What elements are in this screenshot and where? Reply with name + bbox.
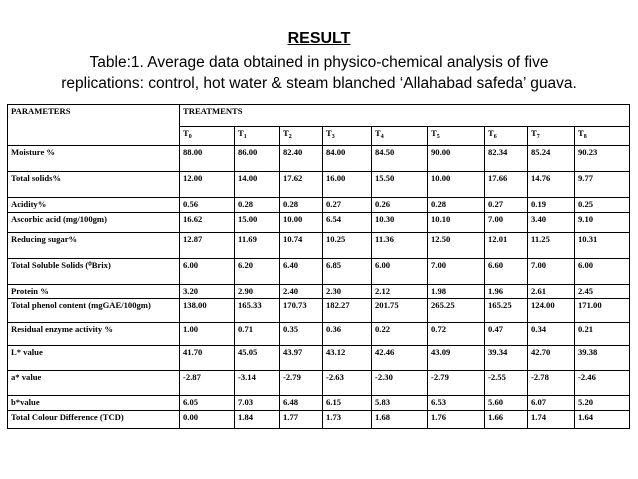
table-caption (0, 52, 638, 94)
value-cell: 7.00 (485, 213, 528, 233)
value-cell: 6.60 (485, 259, 528, 285)
value-cell: 6.54 (323, 213, 372, 233)
value-cell: 85.24 (528, 146, 575, 172)
value-cell: 5.20 (575, 396, 630, 411)
value-cell: 0.72 (428, 323, 485, 346)
table-row (8, 213, 630, 233)
value-cell: 11.69 (235, 233, 280, 259)
value-cell: 14.76 (528, 172, 575, 198)
value-cell: 6.07 (528, 396, 575, 411)
treatment-code: $T_2$ (280, 127, 323, 146)
value-cell: -3.14 (235, 371, 280, 396)
value-cell: 1.84 (235, 411, 280, 429)
parameter-label: Moisture % (8, 146, 180, 172)
value-cell: 9.10 (575, 213, 630, 233)
value-cell: 43.97 (280, 346, 323, 371)
value-cell: 1.77 (280, 411, 323, 429)
parameter-label: Acidity% (8, 198, 180, 213)
value-cell: 265.25 (428, 299, 485, 323)
value-cell: 6.00 (575, 259, 630, 285)
value-cell: 11.36 (372, 233, 428, 259)
value-cell: 10.00 (428, 172, 485, 198)
value-cell: 0.22 (372, 323, 428, 346)
value-cell: 171.00 (575, 299, 630, 323)
treatment-code: $T_7$ (528, 127, 575, 146)
value-cell: 3.40 (528, 213, 575, 233)
value-cell: 5.83 (372, 396, 428, 411)
header-treatments: TREATMENTS (180, 105, 630, 127)
value-cell: 6.05 (180, 396, 235, 411)
value-cell: 1.74 (528, 411, 575, 429)
value-cell: 0.19 (528, 198, 575, 213)
value-cell: 0.27 (323, 198, 372, 213)
value-cell: 10.74 (280, 233, 323, 259)
value-cell: 0.28 (280, 198, 323, 213)
value-cell: 170.73 (280, 299, 323, 323)
value-cell: 0.28 (428, 198, 485, 213)
treatment-code: $T_1$ (235, 127, 280, 146)
value-cell: 42.46 (372, 346, 428, 371)
parameter-label: a* value (8, 371, 180, 396)
value-cell: 6.00 (372, 259, 428, 285)
value-cell: 1.66 (485, 411, 528, 429)
parameter-label: Residual enzyme activity % (8, 323, 180, 346)
value-cell: -2.79 (428, 371, 485, 396)
value-cell: 165.25 (485, 299, 528, 323)
value-cell: 1.73 (323, 411, 372, 429)
table-row (8, 371, 630, 396)
value-cell: 0.25 (575, 198, 630, 213)
parameter-label: Total solids% (8, 172, 180, 198)
results-table (7, 104, 630, 429)
value-cell: 90.23 (575, 146, 630, 172)
value-cell: 6.20 (235, 259, 280, 285)
value-cell: 17.66 (485, 172, 528, 198)
value-cell: 2.12 (372, 285, 428, 299)
value-cell: 6.00 (180, 259, 235, 285)
value-cell: 39.34 (485, 346, 528, 371)
value-cell: 182.27 (323, 299, 372, 323)
value-cell: 6.15 (323, 396, 372, 411)
table-row (8, 259, 630, 285)
value-cell: 16.62 (180, 213, 235, 233)
value-cell: 14.00 (235, 172, 280, 198)
table-row (8, 299, 630, 323)
value-cell: 10.00 (280, 213, 323, 233)
value-cell: 0.71 (235, 323, 280, 346)
header-parameters: PARAMETERS (8, 105, 180, 146)
parameter-label: Reducing sugar% (8, 233, 180, 259)
value-cell: -2.63 (323, 371, 372, 396)
page-heading: RESULT (287, 30, 351, 47)
parameter-label: Ascorbic acid (mg/100gm) (8, 213, 180, 233)
value-cell: 0.21 (575, 323, 630, 346)
caption-line-2: replications: control, hot water & steam blanched ‘Allahabad safeda’ guava. (61, 75, 577, 92)
value-cell: 1.98 (428, 285, 485, 299)
value-cell: 43.09 (428, 346, 485, 371)
table-row (8, 146, 630, 172)
value-cell: 12.01 (485, 233, 528, 259)
value-cell: 82.34 (485, 146, 528, 172)
treatment-code: $T_0$ (180, 127, 235, 146)
table-row (8, 346, 630, 371)
value-cell: 88.00 (180, 146, 235, 172)
value-cell: 2.61 (528, 285, 575, 299)
value-cell: 1.64 (575, 411, 630, 429)
parameter-label: Total phenol content (mgGAE/100gm) (8, 299, 180, 323)
value-cell: 15.50 (372, 172, 428, 198)
table-row (8, 285, 630, 299)
value-cell: 0.47 (485, 323, 528, 346)
value-cell: 1.76 (428, 411, 485, 429)
value-cell: 6.85 (323, 259, 372, 285)
treatment-code: $T_3$ (323, 127, 372, 146)
value-cell: 0.00 (180, 411, 235, 429)
value-cell: 7.00 (528, 259, 575, 285)
value-cell: 82.40 (280, 146, 323, 172)
value-cell: -2.30 (372, 371, 428, 396)
value-cell: 124.00 (528, 299, 575, 323)
value-cell: 2.40 (280, 285, 323, 299)
value-cell: 0.26 (372, 198, 428, 213)
table-row (8, 323, 630, 346)
value-cell: -2.55 (485, 371, 528, 396)
value-cell: 2.30 (323, 285, 372, 299)
value-cell: 39.38 (575, 346, 630, 371)
value-cell: 10.30 (372, 213, 428, 233)
value-cell: 12.00 (180, 172, 235, 198)
value-cell: 11.25 (528, 233, 575, 259)
value-cell: 42.70 (528, 346, 575, 371)
value-cell: 0.34 (528, 323, 575, 346)
value-cell: 16.00 (323, 172, 372, 198)
parameter-label: Total Soluble Solids (⁰Brix) (8, 259, 180, 285)
value-cell: 0.35 (280, 323, 323, 346)
value-cell: 41.70 (180, 346, 235, 371)
value-cell: 7.03 (235, 396, 280, 411)
value-cell: 2.45 (575, 285, 630, 299)
value-cell: 84.00 (323, 146, 372, 172)
header-row (8, 105, 630, 127)
treatment-code: $T_8$ (575, 127, 630, 146)
table-row (8, 396, 630, 411)
value-cell: 12.87 (180, 233, 235, 259)
treatment-code: $T_5$ (428, 127, 485, 146)
value-cell: 201.75 (372, 299, 428, 323)
value-cell: 86.00 (235, 146, 280, 172)
value-cell: -2.87 (180, 371, 235, 396)
value-cell: 1.68 (372, 411, 428, 429)
value-cell: 6.53 (428, 396, 485, 411)
value-cell: 0.36 (323, 323, 372, 346)
value-cell: 90.00 (428, 146, 485, 172)
parameter-label: Protein % (8, 285, 180, 299)
value-cell: 43.12 (323, 346, 372, 371)
value-cell: 165.33 (235, 299, 280, 323)
value-cell: 0.28 (235, 198, 280, 213)
value-cell: 0.56 (180, 198, 235, 213)
table-row (8, 198, 630, 213)
value-cell: 3.20 (180, 285, 235, 299)
value-cell: 9.77 (575, 172, 630, 198)
value-cell: 2.90 (235, 285, 280, 299)
table-row (8, 233, 630, 259)
value-cell: 10.10 (428, 213, 485, 233)
value-cell: 1.00 (180, 323, 235, 346)
value-cell: 45.05 (235, 346, 280, 371)
value-cell: 10.31 (575, 233, 630, 259)
value-cell: -2.46 (575, 371, 630, 396)
value-cell: 6.48 (280, 396, 323, 411)
parameter-label: L* value (8, 346, 180, 371)
treatment-code: $T_6$ (485, 127, 528, 146)
value-cell: 15.00 (235, 213, 280, 233)
caption-line-1: Table:1. Average data obtained in physico-chemical analysis of five (89, 54, 549, 71)
table-row (8, 172, 630, 198)
value-cell: 138.00 (180, 299, 235, 323)
value-cell: 5.60 (485, 396, 528, 411)
value-cell: 10.25 (323, 233, 372, 259)
parameter-label: b*value (8, 396, 180, 411)
treatment-code: $T_4$ (372, 127, 428, 146)
value-cell: 6.40 (280, 259, 323, 285)
value-cell: 1.96 (485, 285, 528, 299)
value-cell: 84.50 (372, 146, 428, 172)
value-cell: -2.79 (280, 371, 323, 396)
value-cell: -2.78 (528, 371, 575, 396)
value-cell: 0.27 (485, 198, 528, 213)
value-cell: 7.00 (428, 259, 485, 285)
table-row (8, 411, 630, 429)
parameter-label: Total Colour Difference (TCD) (8, 411, 180, 429)
value-cell: 17.62 (280, 172, 323, 198)
value-cell: 12.50 (428, 233, 485, 259)
